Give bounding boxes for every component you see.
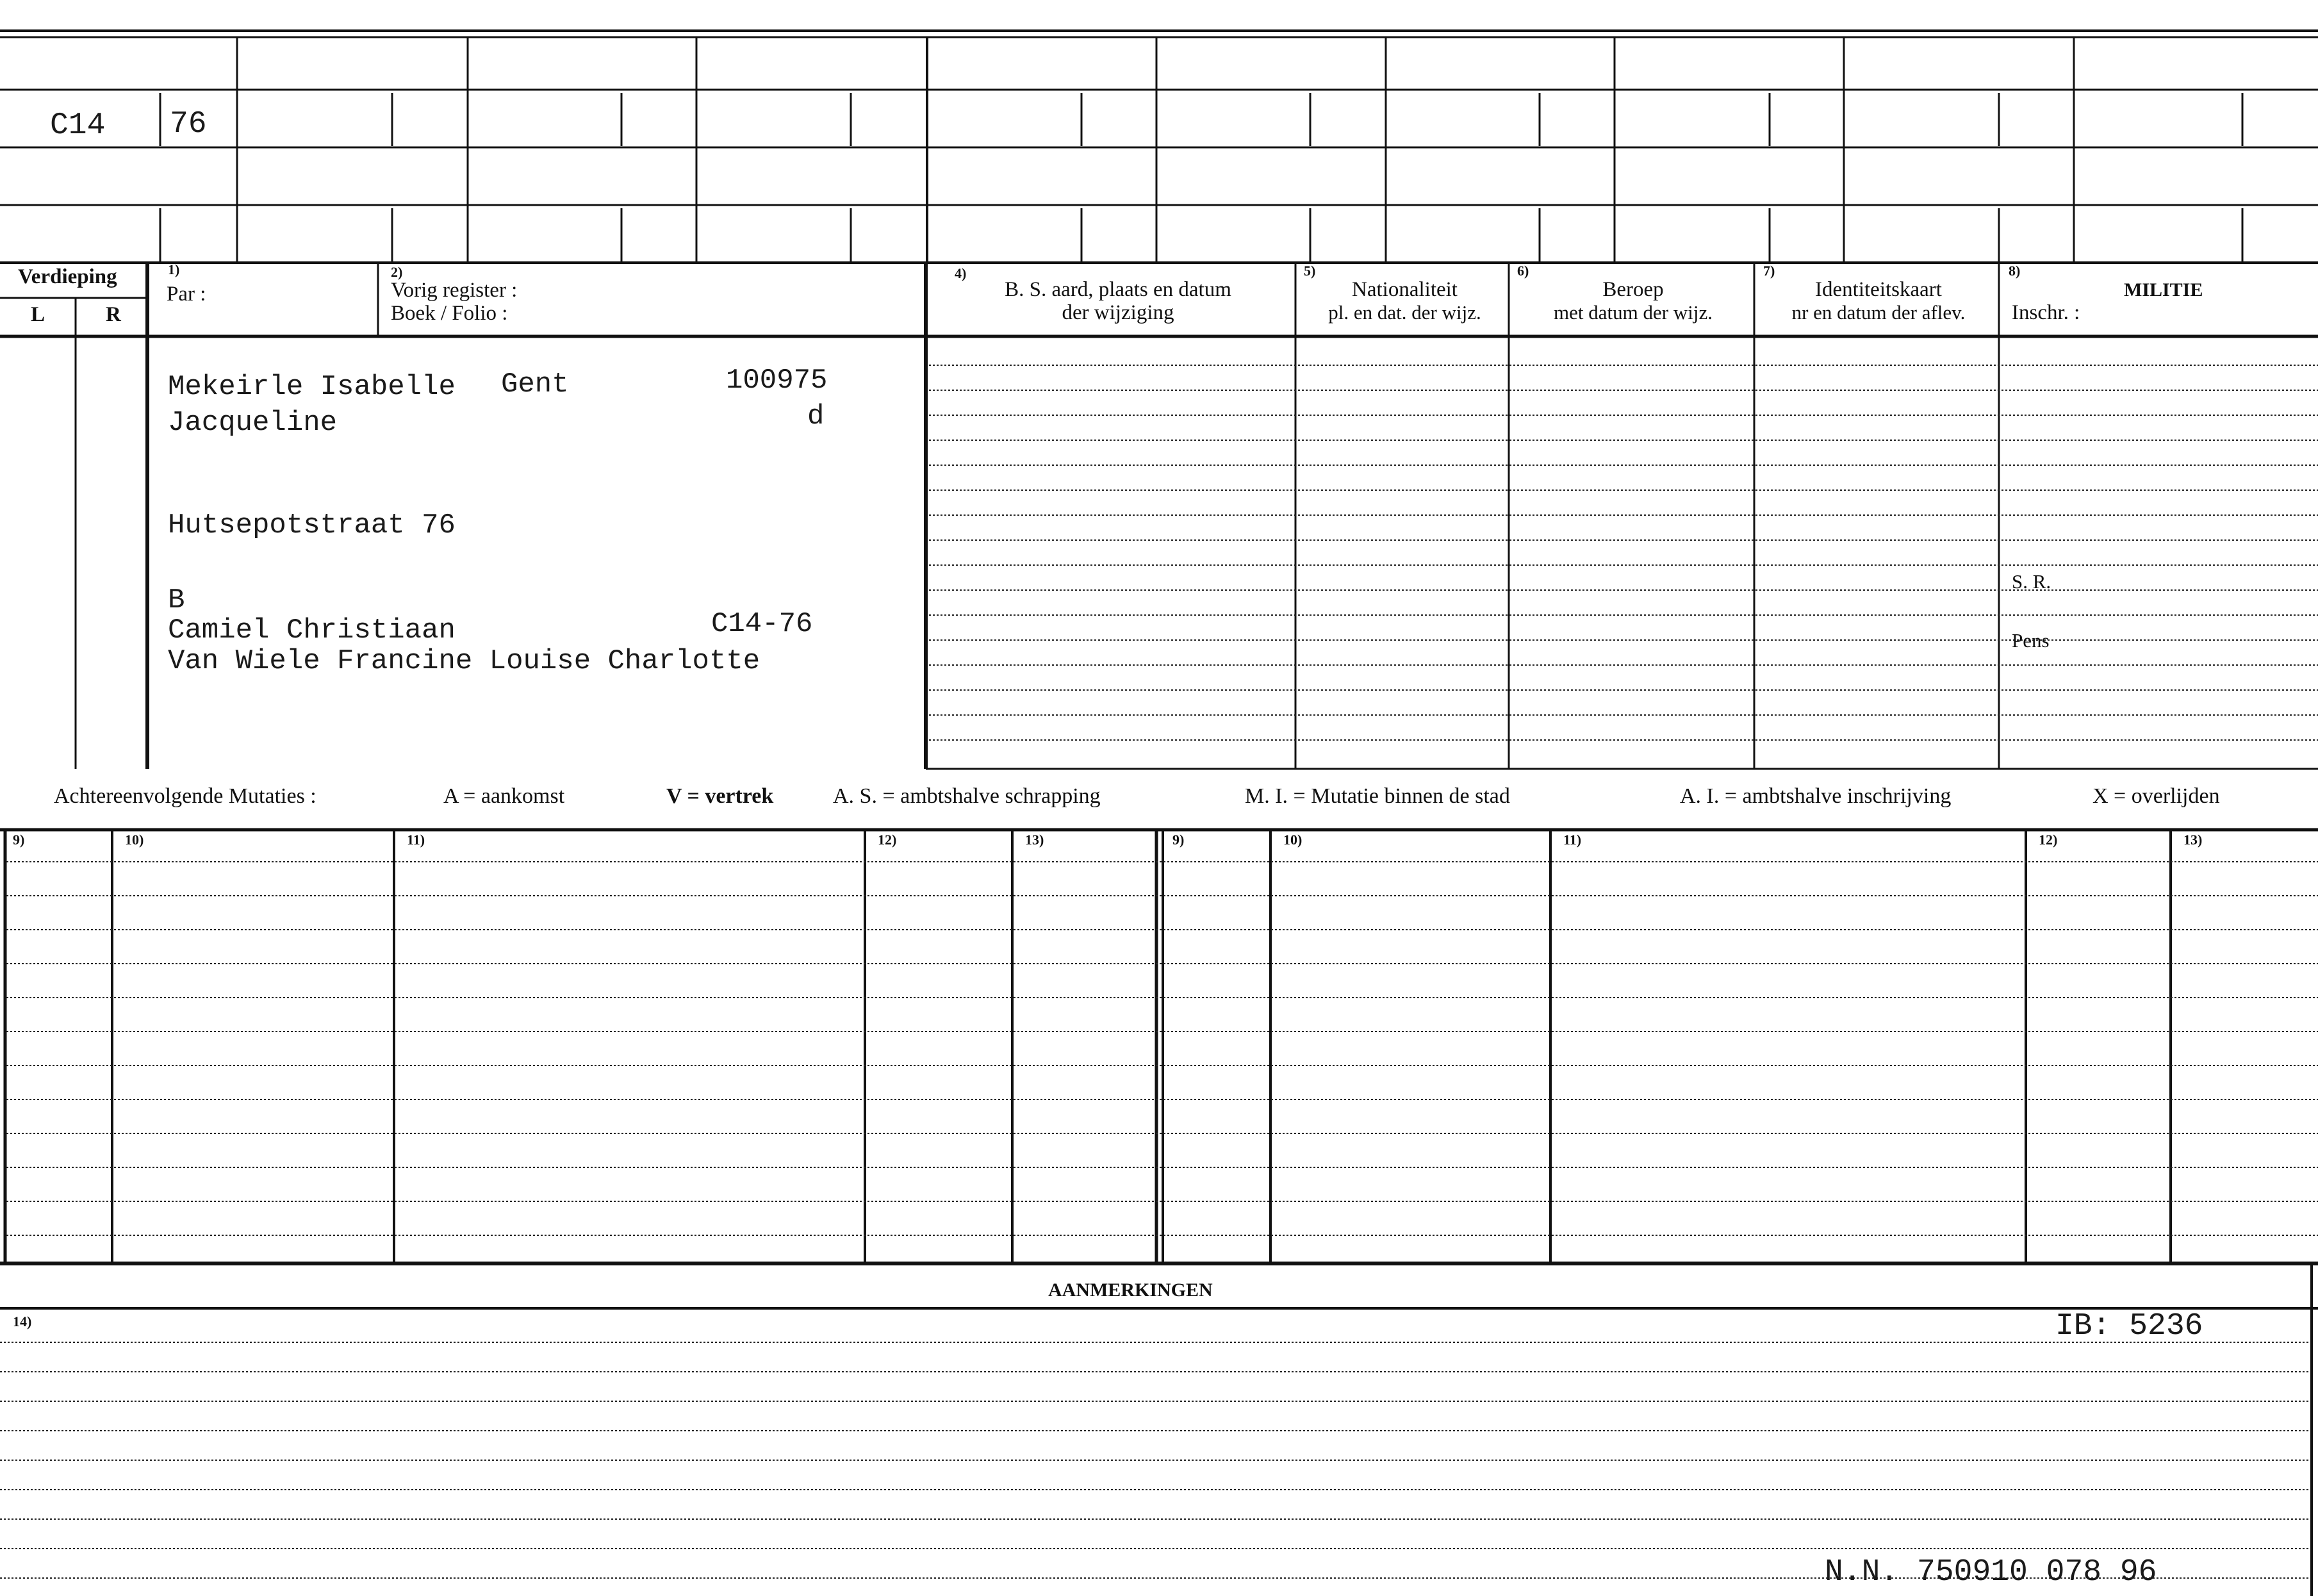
militie-sr-label: S. R. <box>2012 570 2051 593</box>
verdieping-right: R <box>106 303 121 326</box>
mutaties-title: Achtereenvolgende Mutaties : <box>54 784 316 808</box>
col4-line2: der wijziging <box>1062 301 1174 324</box>
verdieping-label: Verdieping <box>18 265 117 288</box>
col7-number: 7) <box>1763 263 1775 279</box>
mut-col-10-right: 10) <box>1283 832 1303 848</box>
col5-number: 5) <box>1304 263 1316 279</box>
person-address: Hutsepotstraat 76 <box>168 509 456 541</box>
mut-col-11-right: 11) <box>1563 832 1582 848</box>
col5-line2: pl. en dat. der wijz. <box>1328 301 1481 324</box>
mut-col-9-left: 9) <box>13 832 25 848</box>
col2-line2: Boek / Folio : <box>391 302 508 325</box>
mother-name: Van Wiele Francine Louise Charlotte <box>168 645 760 677</box>
ib-number: IB: 5236 <box>2055 1309 2203 1344</box>
col1-label: Par : <box>167 283 206 306</box>
legend-official-registration: A. I. = ambtshalve inschrijving <box>1680 784 1952 808</box>
section-code: C14 <box>50 108 106 143</box>
col4-line1: B. S. aard, plaats en datum <box>1005 278 1231 301</box>
mut-col-13-left: 13) <box>1025 832 1044 848</box>
col4-number: 4) <box>955 265 967 281</box>
col2-line1: Vorig register : <box>391 279 518 302</box>
legend-internal-mutation: M. I. = Mutatie binnen de stad <box>1245 784 1510 808</box>
col7-line1: Identiteitskaart <box>1815 278 1942 301</box>
birth-date: 100975 <box>726 365 828 397</box>
mut-col-13-right: 13) <box>2183 832 2203 848</box>
legend-death: X = overlijden <box>2092 784 2220 808</box>
mut-col-11-left: 11) <box>407 832 425 848</box>
col1-number: 1) <box>168 261 180 277</box>
legend-departure: V = vertrek <box>666 784 774 808</box>
col8-number: 8) <box>2009 263 2021 279</box>
aanmerkingen-title: AANMERKINGEN <box>1048 1279 1213 1301</box>
house-number-code: 76 <box>170 107 207 142</box>
col6-line2: met datum der wijz. <box>1554 301 1713 324</box>
mut-col-12-left: 12) <box>878 832 897 848</box>
legend-official-removal: A. S. = ambtshalve schrapping <box>833 784 1101 808</box>
militie-inschrijving-label: Inschr. : <box>2012 301 2080 324</box>
col2-number: 2) <box>391 264 403 280</box>
birth-place: Gent <box>501 368 569 400</box>
person-marker: d <box>807 400 825 432</box>
person-name: Mekeirle Isabelle <box>168 371 456 403</box>
militie-title: MILITIE <box>2124 279 2203 300</box>
col6-line1: Beroep <box>1602 278 1664 301</box>
militie-pens-label: Pens <box>2012 629 2050 652</box>
register-reference: C14-76 <box>711 608 813 640</box>
col7-line2: nr en datum der aflev. <box>1791 301 1966 324</box>
mut-col-10-left: 10) <box>125 832 144 848</box>
col6-number: 6) <box>1517 263 1529 279</box>
person-second-name: Jacqueline <box>168 407 338 439</box>
mut-col-9-right: 9) <box>1172 832 1185 848</box>
aanmerkingen-number: 14) <box>13 1313 32 1329</box>
legend-arrival: A = aankomst <box>443 784 565 808</box>
mut-col-12-right: 12) <box>2039 832 2058 848</box>
father-name: Camiel Christiaan <box>168 614 456 646</box>
national-number: N.N. 750910 078 96 <box>1825 1555 2157 1590</box>
col5-line1: Nationaliteit <box>1352 278 1458 301</box>
verdieping-left: L <box>31 303 45 326</box>
relation-letter: B <box>168 584 185 616</box>
